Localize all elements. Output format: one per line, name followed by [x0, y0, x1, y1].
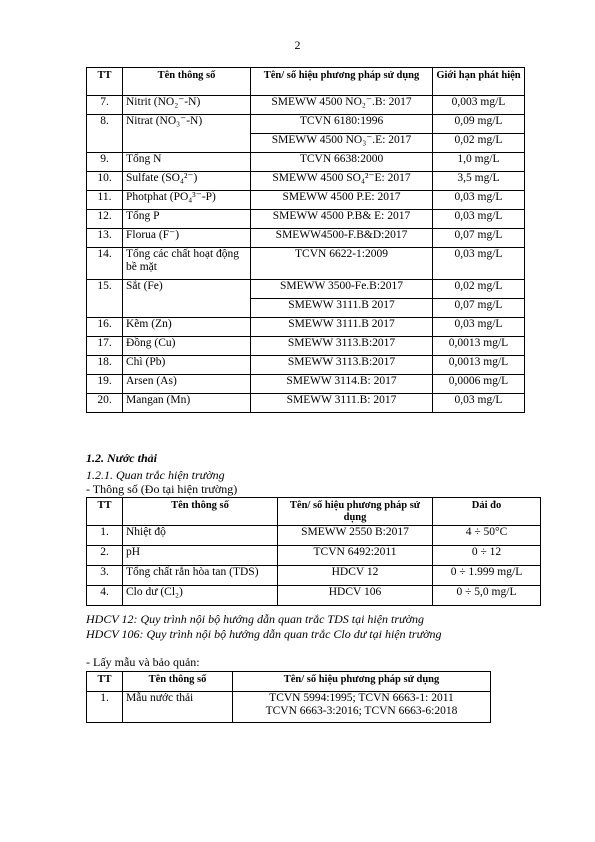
sampling-intro: - Lấy mẫu và bảo quản: [86, 655, 200, 669]
row-method: SMEWW 2550 B:2017 [278, 526, 433, 546]
row-method: TCVN 6638:2000 [251, 153, 433, 172]
header-method: Tên/ số hiệu phương pháp sử dụng [251, 68, 433, 96]
row-method: SMEWW 4500 P.E: 2017 [251, 191, 433, 210]
table-header-row [87, 498, 541, 526]
row-name: Clo dư (Cl₂) [123, 586, 278, 606]
row-method: SMEWW 3111.B: 2017 [251, 394, 433, 413]
table-row [87, 586, 541, 606]
row-name: Tổng P [123, 210, 251, 229]
row-tt: 18. [87, 356, 123, 375]
table-row [87, 248, 525, 280]
row-limit: 0,0013 mg/L [433, 337, 525, 356]
row-tt: 11. [87, 191, 123, 210]
table-row [87, 96, 525, 115]
row-method: TCVN 6622-1:2009 [251, 248, 433, 280]
table-row [87, 526, 541, 546]
row-tt: 17. [87, 337, 123, 356]
row-tt: 13. [87, 229, 123, 248]
row-limit: 0,03 mg/L [433, 191, 525, 210]
row-method: SMEWW 4500 NO₂⁻.B: 2017 [251, 96, 433, 115]
table-row [87, 318, 525, 337]
header-tt: TT [87, 672, 123, 692]
page-number: 2 [294, 38, 301, 52]
note-hdcv-12: HDCV 12: Quy trình nội bộ hướng dẫn quan trắc TDS tại hiện trường [86, 612, 425, 626]
table-row [87, 191, 525, 210]
row-limit: 0,02 mg/L [433, 280, 525, 299]
table-row [87, 356, 525, 375]
header-method: Tên/ số hiệu phương pháp sử dụng [278, 498, 433, 526]
header-limit: Giới hạn phát hiện [433, 68, 525, 96]
row-name: Kẽm (Zn) [123, 318, 251, 337]
row-name: Mangan (Mn) [123, 394, 251, 413]
header-range: Dải đo [433, 498, 541, 526]
row-name: Nhiệt độ [123, 526, 278, 546]
table-header-row [87, 68, 525, 96]
row-tt: 9. [87, 153, 123, 172]
row-limit: 1,0 mg/L [433, 153, 525, 172]
row-name: Photphat (PO₄³⁻-P) [123, 191, 251, 210]
table-row [87, 280, 525, 299]
row-method: TCVN 6180:1996 [251, 115, 433, 134]
row-limit: 0,07 mg/L [433, 299, 525, 318]
row-tt: 10. [87, 172, 123, 191]
section-intro: - Thông số (Đo tại hiện trường) [86, 482, 238, 496]
row-tt: 20. [87, 394, 123, 413]
row-method [233, 692, 491, 723]
row-range: 0 ÷ 1.999 mg/L [433, 566, 541, 586]
table-header-row [87, 672, 491, 692]
row-method: HDCV 12 [278, 566, 433, 586]
field-measurement-table [86, 497, 541, 606]
table-row [87, 210, 525, 229]
row-method: SMEWW 3113.B:2017 [251, 356, 433, 375]
table-row [87, 566, 541, 586]
row-name: Đồng (Cu) [123, 337, 251, 356]
row-limit: 3,5 mg/L [433, 172, 525, 191]
method-line-2: TCVN 6663-3:2016; TCVN 6663-6:2018 [265, 705, 458, 717]
row-name: Tổng N [123, 153, 251, 172]
row-method: SMEWW 3113.B:2017 [251, 337, 433, 356]
row-name: Sulfate (SO₄²⁻) [123, 172, 251, 191]
row-limit: 0,0013 mg/L [433, 356, 525, 375]
table-row [87, 394, 525, 413]
section-subheading: 1.2.1. Quan trắc hiện trường [86, 468, 225, 482]
row-method: HDCV 106 [278, 586, 433, 606]
row-range: 4 ÷ 50°C [433, 526, 541, 546]
table-row [87, 115, 525, 134]
row-name: Nitrat (NO₃⁻-N) [123, 115, 251, 153]
row-name: Florua (F⁻) [123, 229, 251, 248]
row-limit: 0,003 mg/L [433, 96, 525, 115]
row-limit: 0,02 mg/L [433, 134, 525, 153]
row-limit: 0,03 mg/L [433, 248, 525, 280]
row-limit: 0,07 mg/L [433, 229, 525, 248]
header-name: Tên thông số [123, 672, 233, 692]
row-tt: 1. [87, 526, 123, 546]
parameters-table [86, 67, 525, 413]
table-row [87, 153, 525, 172]
table-row [87, 546, 541, 566]
table-row [87, 172, 525, 191]
row-name: Tổng chất rắn hòa tan (TDS) [123, 566, 278, 586]
row-name: Sắt (Fe) [123, 280, 251, 318]
row-limit: 0,03 mg/L [433, 318, 525, 337]
method-line-1: TCVN 5994:1995; TCVN 6663-1: 2011 [269, 692, 454, 704]
table-row [87, 337, 525, 356]
row-method: SMEWW 4500 P.B& E: 2017 [251, 210, 433, 229]
header-name: Tên thông số [123, 68, 251, 96]
table-row [87, 375, 525, 394]
row-tt: 3. [87, 566, 123, 586]
note-hdcv-106: HDCV 106: Quy trình nội bộ hướng dẫn quan trắc Clo dư tại hiện trường [86, 627, 442, 641]
row-range: 0 ÷ 12 [433, 546, 541, 566]
row-tt: 12. [87, 210, 123, 229]
row-limit: 0,0006 mg/L [433, 375, 525, 394]
row-name: Mẫu nước thải [123, 692, 233, 723]
table-row [87, 229, 525, 248]
row-method: SMEWW 3500-Fe.B:2017 [251, 280, 433, 299]
row-limit: 0,03 mg/L [433, 210, 525, 229]
row-method: SMEWW 3111.B 2017 [251, 318, 433, 337]
row-tt: 8. [87, 115, 123, 153]
row-tt: 1. [87, 692, 123, 723]
header-tt: TT [87, 498, 123, 526]
row-method: SMEWW 4500 SO₄²⁻E: 2017 [251, 172, 433, 191]
header-method: Tên/ số hiệu phương pháp sử dụng [233, 672, 491, 692]
row-name: pH [123, 546, 278, 566]
row-method: SMEWW 3111.B 2017 [251, 299, 433, 318]
row-method: TCVN 6492:2011 [278, 546, 433, 566]
row-tt: 7. [87, 96, 123, 115]
row-limit: 0,09 mg/L [433, 115, 525, 134]
row-name: Chì (Pb) [123, 356, 251, 375]
row-method: SMEWW4500-F.B&D:2017 [251, 229, 433, 248]
header-name: Tên thông số [123, 498, 278, 526]
row-method: SMEWW 3114.B: 2017 [251, 375, 433, 394]
row-name: Nitrit (NO₂⁻-N) [123, 96, 251, 115]
row-method: SMEWW 4500 NO₃⁻.E: 2017 [251, 134, 433, 153]
row-name: Tổng các chất hoạt động bề mặt [123, 248, 251, 280]
sampling-table [86, 671, 491, 723]
row-tt: 16. [87, 318, 123, 337]
table-row [87, 692, 491, 723]
row-limit: 0,03 mg/L [433, 394, 525, 413]
row-tt: 2. [87, 546, 123, 566]
row-name: Arsen (As) [123, 375, 251, 394]
section-heading: 1.2. Nước thải [86, 451, 157, 465]
row-tt: 14. [87, 248, 123, 280]
row-tt: 15. [87, 280, 123, 318]
row-range: 0 ÷ 5,0 mg/L [433, 586, 541, 606]
row-tt: 19. [87, 375, 123, 394]
row-tt: 4. [87, 586, 123, 606]
header-tt: TT [87, 68, 123, 96]
